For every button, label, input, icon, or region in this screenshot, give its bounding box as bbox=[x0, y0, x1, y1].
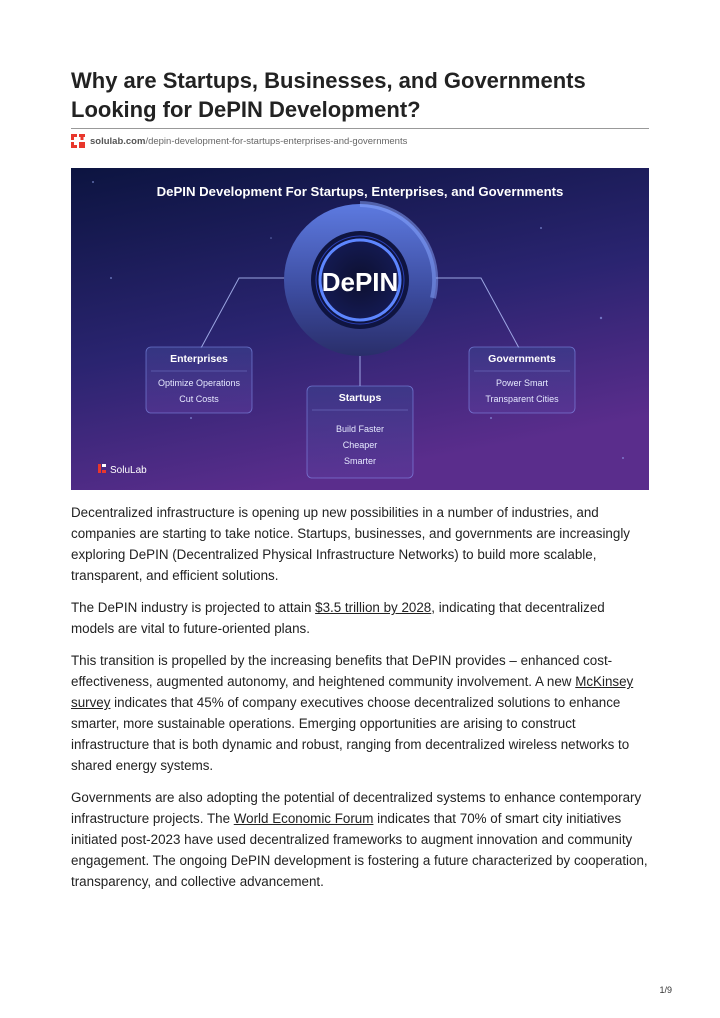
source-path: /depin-development-for-startups-enterprises-and-governments bbox=[145, 135, 408, 147]
paragraph-4 bbox=[71, 787, 649, 892]
hero-heading: DePIN Development For Startups, Enterprises, and Governments bbox=[156, 184, 564, 199]
depin-center-label: DePIN bbox=[321, 267, 399, 297]
title-line-2: Looking for DePIN Development? bbox=[71, 97, 421, 122]
source-url[interactable] bbox=[71, 133, 407, 149]
startups-line-1: Build Faster bbox=[335, 424, 385, 434]
link-3-5-trillion[interactable]: $3.5 trillion by 2028 bbox=[315, 600, 432, 615]
governments-title: Governments bbox=[488, 353, 556, 365]
paragraph-3-text-a: This transition is propelled by the increasing benefits that DePIN provides – enhanced cost-effectiveness, augmented autonomy, and heightened community involvement. A new bbox=[71, 653, 613, 689]
paragraph-3 bbox=[71, 650, 649, 776]
paragraph-3-text-b: indicates that 45% of company executives choose decentralized solutions to enhance smarter, more sustainable operations. Emerging opportunities are arising to construct infrastructure that is both dynamic and robust, ranging from decentralized wireless networks to shared energy systems. bbox=[71, 695, 630, 773]
page-title bbox=[71, 66, 651, 124]
enterprises-line-2: Cut Costs bbox=[179, 394, 219, 404]
article-body bbox=[71, 502, 649, 903]
hero-infographic bbox=[71, 168, 649, 490]
paragraph-1: Decentralized infrastructure is opening up new possibilities in a number of industries, and companies are starting to take notice. Startups, businesses, and governments are increasingly exploring DePIN (Decentralized Physical Infrastructure Networks) to build more scalable, transparent, and efficient solutions. bbox=[71, 505, 630, 583]
title-line-1: Why are Startups, Businesses, and Governments bbox=[71, 68, 586, 93]
page-number: 1/9 bbox=[659, 985, 672, 995]
enterprises-line-1: Optimize Operations bbox=[157, 378, 241, 388]
startups-title: Startups bbox=[338, 392, 382, 404]
startups-line-3: Smarter bbox=[343, 456, 377, 466]
paragraph-2-text-b: , indicating that decentralized models are vital to future-oriented plans. bbox=[71, 600, 605, 636]
enterprises-title: Enterprises bbox=[170, 353, 228, 365]
startups-line-2: Cheaper bbox=[342, 440, 378, 450]
solulab-logo-icon bbox=[71, 134, 85, 148]
paragraph-2 bbox=[71, 597, 649, 639]
paragraph-4-text-b: indicates that 70% of smart city initiatives initiated post-2023 have used decentralized frameworks to augment innovation and community engagement. The ongoing DePIN development is fostering a future characterized by cooperation, transparency, and collective advancement. bbox=[71, 811, 648, 889]
link-mckinsey-survey[interactable]: McKinsey survey bbox=[71, 674, 634, 710]
governments-line-1: Power Smart bbox=[495, 378, 549, 388]
title-divider bbox=[71, 128, 649, 129]
hero-brand-label: SoluLab bbox=[110, 465, 147, 476]
link-world-economic-forum[interactable]: World Economic Forum bbox=[233, 811, 374, 826]
governments-line-2: Transparent Cities bbox=[485, 394, 559, 404]
paragraph-4-text-a: Governments are also adopting the potential of decentralized systems to enhance contemporary infrastructure projects. The bbox=[71, 790, 642, 826]
source-domain: solulab.com bbox=[90, 135, 146, 147]
paragraph-2-text-a: The DePIN industry is projected to attain bbox=[71, 600, 316, 615]
